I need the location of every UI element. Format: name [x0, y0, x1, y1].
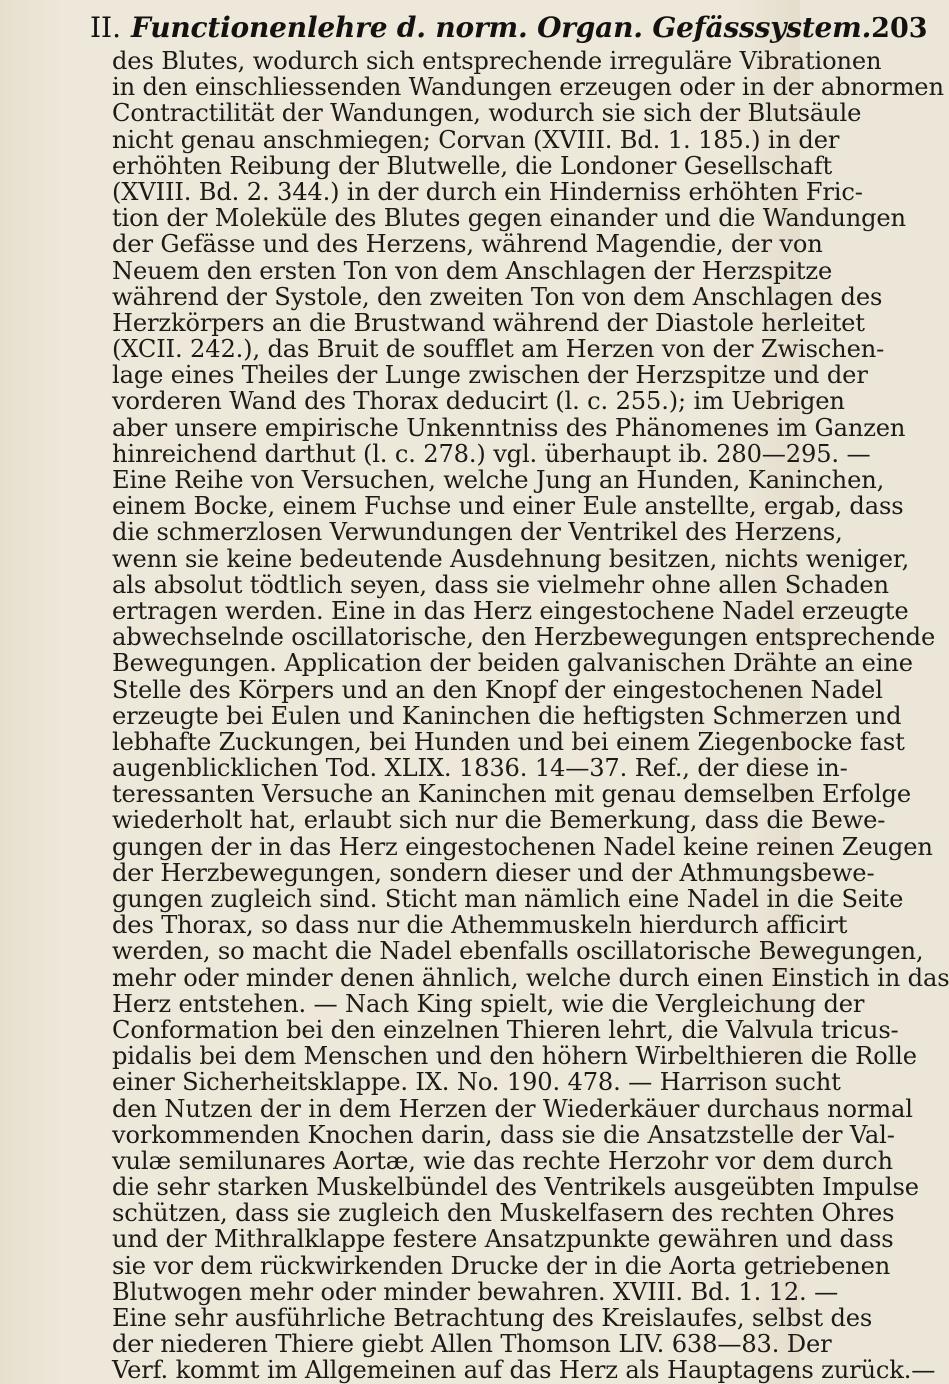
text-line: Blutwogen mehr oder minder bewahren. XVIII. Bd. 1. 12. — [112, 1277, 839, 1306]
text-line: Neuem den ersten Ton von dem Anschlagen der Herzspitze [112, 256, 833, 285]
text-line: schützen, dass sie zugleich den Muskelfasern des rechten Ohres [112, 1199, 895, 1228]
text-line: Stelle des Körpers und an den Knopf der eingestochenen Nadel [112, 675, 883, 704]
text-line: des Thorax, so dass nur die Athemmuskeln hierdurch afficirt [112, 911, 848, 940]
text-line: ertragen werden. Eine in das Herz eingestochene Nadel erzeugte [112, 596, 909, 625]
text-line: des Blutes, wodurch sich entsprechende irreguläre Vibrationen [112, 47, 882, 75]
text-line: pidalis bei dem Menschen und den höhern Wirbelthieren die Rolle [112, 1042, 917, 1071]
text-line: einem Bocke, einem Fuchse und einer Eule anstellte, ergab, dass [112, 492, 904, 521]
text-line: Eine Reihe von Versuchen, welche Jung an Hunden, Kaninchen, [112, 466, 885, 494]
text-line: als absolut tödtlich seyen, dass sie vielmehr ohne allen Schaden [112, 570, 889, 599]
text-line: sie vor dem rückwirkenden Drucke der in die Aorta getriebenen [112, 1251, 891, 1280]
text-line: tion der Moleküle des Blutes gegen einander und die Wandungen [112, 204, 906, 233]
text-line: und der Mithralklappe festere Ansatzpunkte gewähren und dass [112, 1225, 894, 1254]
text-line: der niederen Thiere giebt Allen Thomson LIV. 638—83. Der [112, 1330, 832, 1359]
text-line: der Herzbewegungen, sondern dieser und der Athmungsbewe- [112, 858, 875, 887]
text-line: hinreichend darthut (l. c. 278.) vgl. überhaupt ib. 280—295. — [112, 439, 871, 468]
text-line: lebhafte Zuckungen, bei Hunden und bei einem Ziegenbocke fast [112, 727, 905, 756]
running-title: Functionenlehre d. norm. Organ. Gefässsystem. [131, 11, 872, 44]
text-line: vorderen Wand des Thorax deducirt (l. c. 255.); im Uebrigen [112, 387, 845, 416]
running-head [90, 8, 928, 50]
text-line: teressanten Versuche an Kaninchen mit genau demselben Erfolge [112, 780, 911, 809]
text-line: werden, so macht die Nadel ebenfalls oscillatorische Bewegungen, [112, 937, 924, 966]
text-line: die schmerzlosen Verwundungen der Ventrikel des Herzens, [112, 518, 843, 547]
text-line: Contractilität der Wandungen, wodurch sie sich der Blutsäule [112, 99, 862, 128]
text-line: den Nutzen der in dem Herzen der Wiederkäuer durchaus normal [112, 1094, 913, 1123]
text-line: während der Systole, den zweiten Ton von dem Anschlagen des [112, 282, 883, 311]
text-line: nicht genau anschmiegen; Corvan (XVIII. Bd. 1. 185.) in der [112, 125, 840, 154]
text-line: augenblicklichen Tod. XLIX. 1836. 14—37. Ref., der diese in- [112, 754, 848, 783]
text-line: erzeugte bei Eulen und Kaninchen die heftigsten Schmerzen und [112, 701, 902, 730]
text-line: die sehr starken Muskelbündel des Ventrikels ausgeübten Impulse [112, 1173, 919, 1202]
text-line: abwechselnde oscillatorische, den Herzbewegungen entsprechende [112, 623, 936, 652]
text-line: gungen zugleich sind. Sticht man nämlich eine Nadel in die Seite [112, 885, 904, 913]
text-line: Conformation bei den einzelnen Thieren lehrt, die Valvula tricus- [112, 1015, 899, 1044]
text-line: vulæ semilunares Aortæ, wie das rechte Herzohr vor dem durch [112, 1146, 893, 1175]
text-line: in den einschliessenden Wandungen erzeugen oder in der abnormen [112, 73, 944, 102]
text-line: aber unsere empirische Unkenntniss des Phänomenes im Ganzen [112, 413, 906, 442]
text-line: wenn sie keine bedeutende Ausdehnung besitzen, nichts weniger, [112, 544, 910, 573]
text-line: einer Sicherheitsklappe. IX. No. 190. 478. — Harrison sucht [112, 1068, 841, 1097]
text-line: Herz entstehen. — Nach King spielt, wie die Vergleichung der [112, 989, 865, 1018]
text-line: Eine sehr ausführliche Betrachtung des Kreislaufes, selbst des [112, 1304, 873, 1332]
text-line: (XVIII. Bd. 2. 344.) in der durch ein Hinderniss erhöhten Fric- [112, 177, 863, 206]
text-line: vorkommenden Knochen darin, dass sie die Ansatzstelle der Val- [112, 1120, 895, 1149]
text-line: Verf. kommt im Allgemeinen auf das Herz als Hauptagens zurück.— [112, 1356, 936, 1384]
text-line: mehr oder minder denen ähnlich, welche durch einen Einstich in das [112, 963, 949, 992]
text-line: erhöhten Reibung der Blutwelle, die Londoner Gesellschaft [112, 151, 833, 180]
text-line: gungen der in das Herz eingestochenen Nadel keine reinen Zeugen [112, 832, 933, 861]
text-line: Herzkörpers an die Brustwand während der Diastole herleitet [112, 308, 865, 337]
body-text [112, 47, 949, 1384]
text-line: (XCII. 242.), das Bruit de soufflet am Herzen von der Zwischen- [112, 335, 885, 364]
text-line: der Gefässe und des Herzens, während Magendie, der von [112, 230, 823, 259]
text-line: Bewegungen. Application der beiden galvanischen Drähte an eine [112, 649, 913, 678]
section-number: II. [90, 11, 122, 44]
text-line: lage eines Theiles der Lunge zwischen der Herzspitze und der [112, 361, 868, 390]
text-line: wiederholt hat, erlaubt sich nur die Bemerkung, dass die Bewe- [112, 806, 886, 835]
page-number: 203 [871, 13, 928, 44]
